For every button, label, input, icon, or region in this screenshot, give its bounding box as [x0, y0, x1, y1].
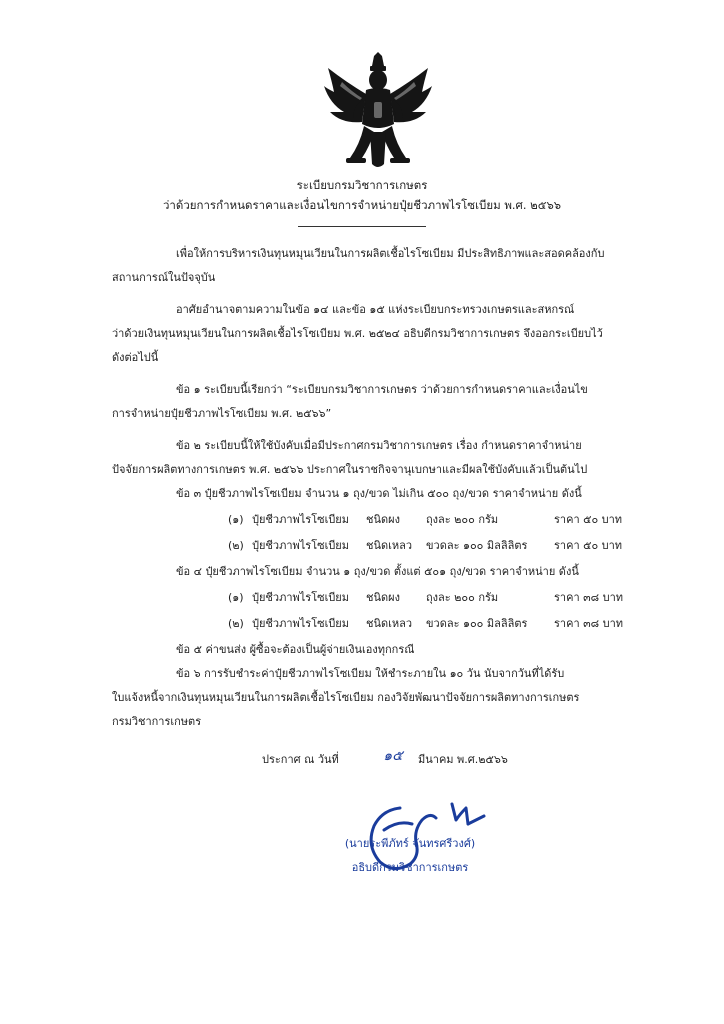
- signatory-name: (นายระพีภัทร์ จันทรศรีวงศ์): [344, 837, 476, 850]
- clause-1-line-2: การจำหน่ายปุ๋ยชีวภาพไรโซเบียม พ.ศ. ๒๕๖๖”: [112, 407, 332, 420]
- item-type: ชนิดผง: [366, 591, 400, 604]
- item-price: ราคา ๓๘ บาท: [554, 617, 624, 630]
- authority-line-2: ว่าด้วยเงินทุนหมุนเวียนในการผลิตเชื้อไรโซเบียม พ.ศ. ๒๕๒๔ อธิบดีกรมวิชาการเกษตร จึงออกระเบียบไว้: [112, 327, 603, 340]
- clause-1-line-1: ข้อ ๑ ระเบียบนี้เรียกว่า “ระเบียบกรมวิชาการเกษตร ว่าด้วยการกำหนดราคาและเงื่อนไข: [176, 383, 588, 396]
- announce-month-year: มีนาคม พ.ศ.๒๕๖๖: [418, 753, 508, 766]
- announce-prefix: ประกาศ ณ วันที่: [262, 753, 339, 766]
- item-number: (๒): [228, 617, 244, 630]
- clause-6-line-1: ข้อ ๖ การรับชำระค่าปุ๋ยชีวภาพไรโซเบียม ให้ชำระภายใน ๑๐ วัน นับจากวันที่ได้รับ: [176, 667, 565, 680]
- item-number: (๒): [228, 539, 244, 552]
- garuda-emblem-graphic: [322, 52, 434, 172]
- item-size: ขวดละ ๑๐๐ มิลลิลิตร: [426, 539, 528, 552]
- item-size: ขวดละ ๑๐๐ มิลลิลิตร: [426, 617, 528, 630]
- clause-6-line-3: กรมวิชาการเกษตร: [112, 715, 202, 728]
- item-type: ชนิดผง: [366, 513, 400, 526]
- authority-line-1: อาศัยอำนาจตามความในข้อ ๑๔ และข้อ ๑๕ แห่งระเบียบกระทรวงเกษตรและสหกรณ์: [176, 303, 575, 316]
- item-type: ชนิดเหลว: [366, 617, 413, 630]
- clause-2-line-1: ข้อ ๒ ระเบียบนี้ให้ใช้บังคับเมื่อมีประกาศกรมวิชาการเกษตร เรื่อง กำหนดราคาจำหน่าย: [176, 439, 582, 452]
- item-number: (๑): [228, 591, 244, 604]
- item-name: ปุ๋ยชีวภาพไรโซเบียม: [252, 617, 350, 630]
- item-size: ถุงละ ๒๐๐ กรัม: [426, 591, 499, 604]
- clause-6-line-2: ใบแจ้งหนี้จากเงินทุนหมุนเวียนในการผลิตเชื้อไรโซเบียม กองวิจัยพัฒนาปัจจัยการผลิตทางการเกษตร: [112, 691, 580, 704]
- preamble-line-2: สถานการณ์ในปัจจุบัน: [112, 271, 216, 284]
- title-divider: [298, 226, 426, 227]
- document-title: ระเบียบกรมวิชาการเกษตร: [296, 178, 428, 192]
- item-number: (๑): [228, 513, 244, 526]
- item-price: ราคา ๕๐ บาท: [554, 539, 623, 552]
- item-name: ปุ๋ยชีวภาพไรโซเบียม: [252, 513, 350, 526]
- clause-3-heading: ข้อ ๓ ปุ๋ยชีวภาพไรโซเบียม จำนวน ๑ ถุง/ขวด ไม่เกิน ๕๐๐ ถุง/ขวด ราคาจำหน่าย ดังนี้: [176, 487, 582, 500]
- clause-2-line-2: ปัจจัยการผลิตทางการเกษตร พ.ศ. ๒๕๖๖ ประกาศในราชกิจจานุเบกษาและมีผลใช้บังคับแล้วเป็นต้นไป: [112, 463, 588, 476]
- announce-day: ๑๕: [383, 748, 403, 764]
- signatory-position: อธิบดีกรมวิชาการเกษตร: [351, 861, 469, 874]
- item-price: ราคา ๕๐ บาท: [554, 513, 623, 526]
- authority-line-3: ดังต่อไปนี้: [112, 351, 159, 364]
- item-size: ถุงละ ๒๐๐ กรัม: [426, 513, 499, 526]
- preamble-line-1: เพื่อให้การบริหารเงินทุนหมุนเวียนในการผลิตเชื้อไรโซเบียม มีประสิทธิภาพและสอดคล้องกับ: [176, 247, 605, 260]
- item-name: ปุ๋ยชีวภาพไรโซเบียม: [252, 539, 350, 552]
- clause-5-line-1: ข้อ ๕ ค่าขนส่ง ผู้ซื้อจะต้องเป็นผู้จ่ายเงินเองทุกกรณี: [176, 643, 415, 656]
- item-price: ราคา ๓๘ บาท: [554, 591, 624, 604]
- clause-4-heading: ข้อ ๔ ปุ๋ยชีวภาพไรโซเบียม จำนวน ๑ ถุง/ขวด ตั้งแต่ ๕๐๑ ถุง/ขวด ราคาจำหน่าย ดังนี้: [176, 565, 579, 578]
- document-subtitle: ว่าด้วยการกำหนดราคาและเงื่อนไขการจำหน่ายปุ๋ยชีวภาพไรโซเบียม พ.ศ. ๒๕๖๖: [162, 198, 562, 212]
- handwritten-signature: [360, 770, 510, 900]
- item-type: ชนิดเหลว: [366, 539, 413, 552]
- item-name: ปุ๋ยชีวภาพไรโซเบียม: [252, 591, 350, 604]
- garuda-emblem: [322, 52, 434, 172]
